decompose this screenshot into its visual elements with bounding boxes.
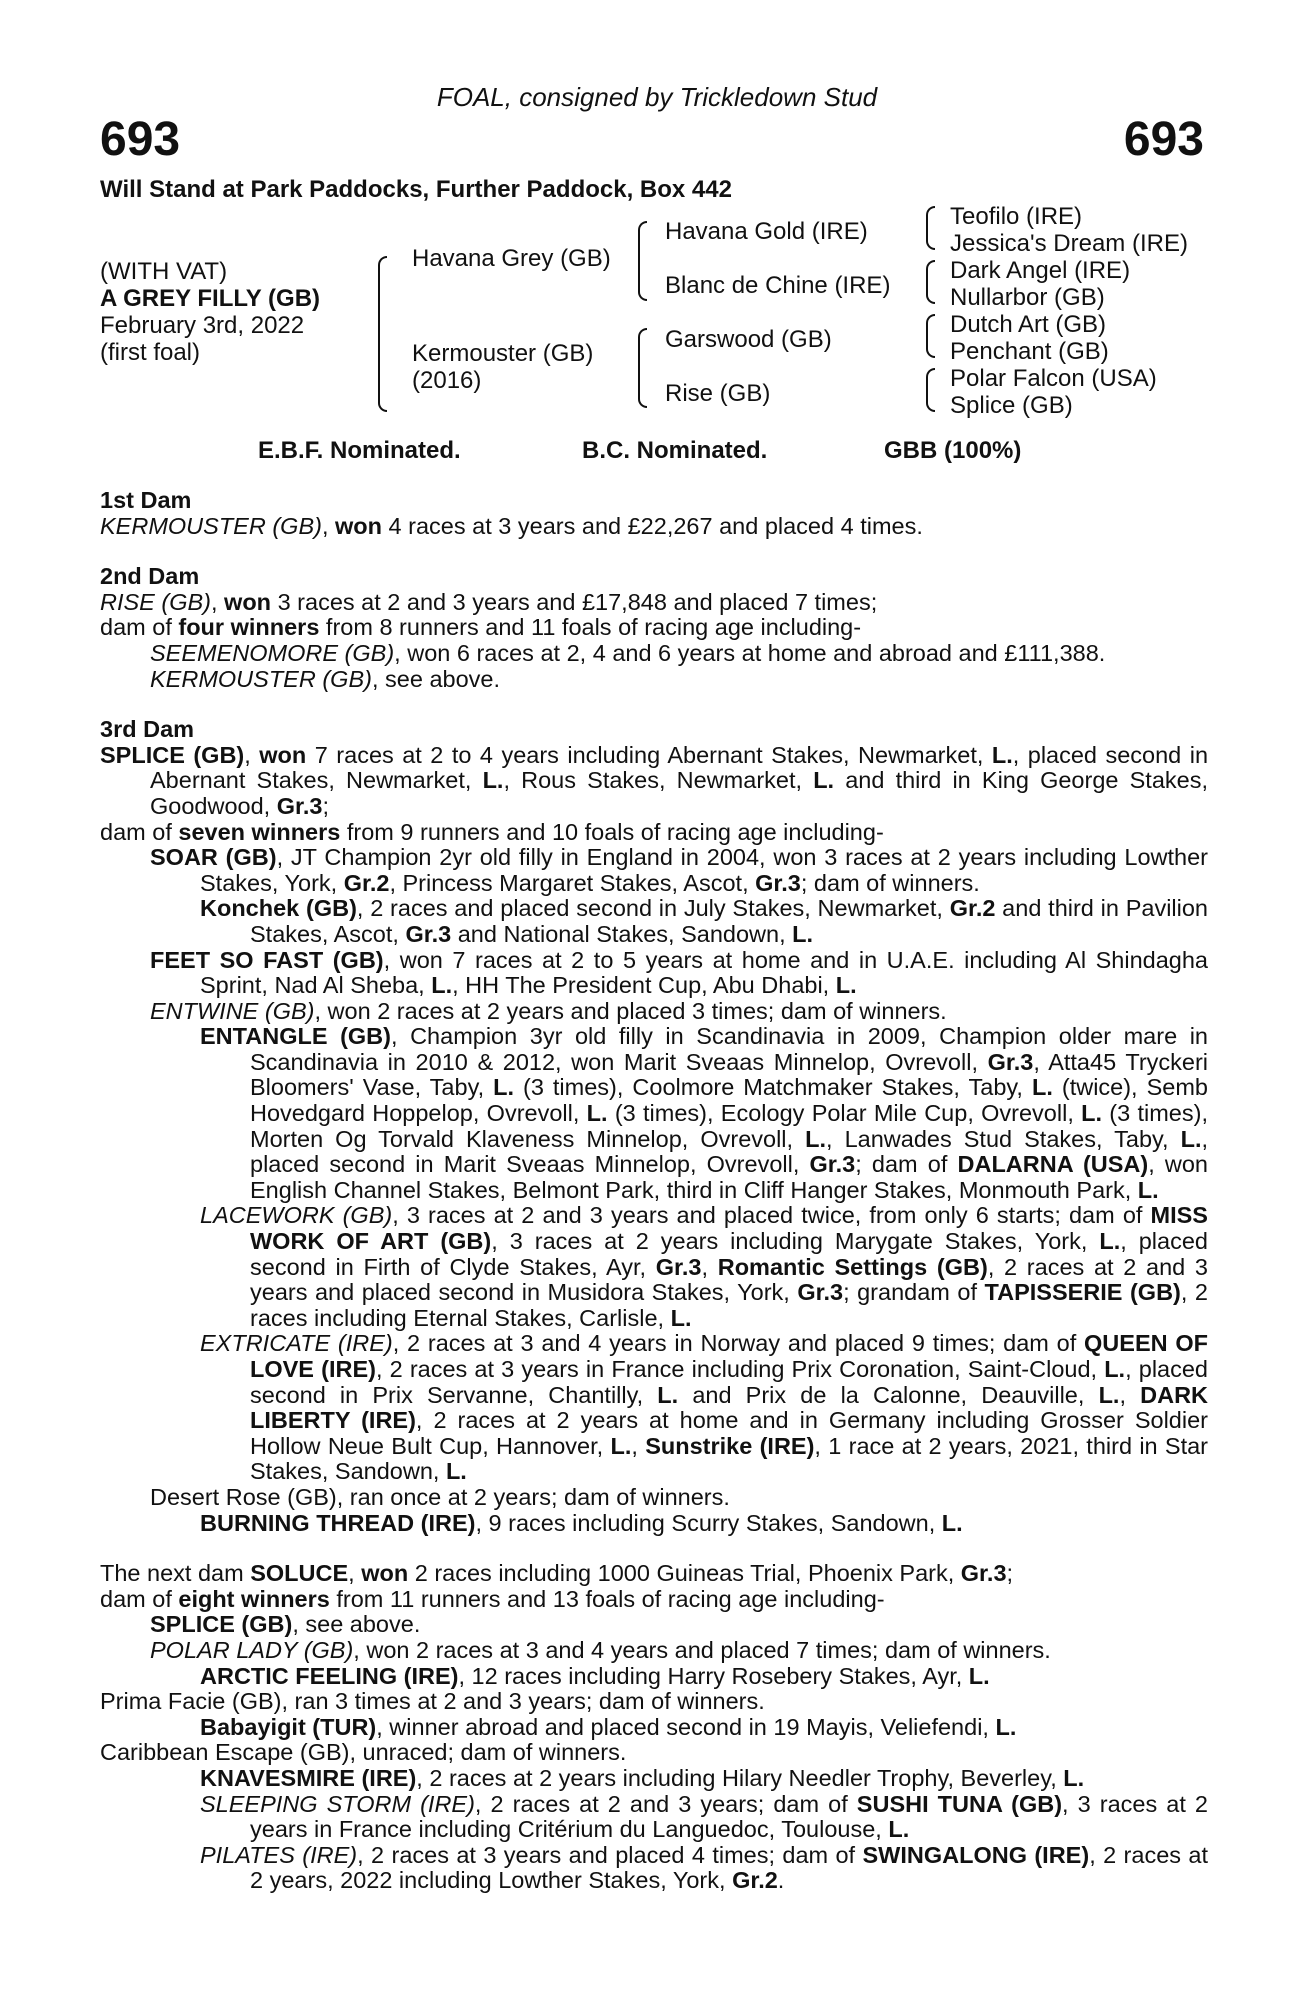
produce-sleeping-storm: SLEEPING STORM (IRE), 2 races at 2 and 3 years; dam of SUSHI TUNA (GB), 3 races at 2 years in France including Critérium du Languedoc, Toulouse, L. [200, 1790, 1208, 1843]
dam-sire: Garswood (GB) [665, 326, 832, 353]
sire-line-brace [638, 221, 647, 301]
stand-location: Will Stand at Park Paddocks, Further Paddock, Box 442 [100, 176, 732, 203]
grand-8: Splice (GB) [950, 392, 1073, 419]
produce-babayigit: Babayigit (TUR), winner abroad and placed second in 19 Mayis, Veliefendi, L. [200, 1713, 1017, 1740]
grand-2: Jessica's Dream (IRE) [950, 230, 1188, 257]
grand-7: Polar Falcon (USA) [950, 365, 1157, 392]
produce-lacework: LACEWORK (GB), 3 races at 2 and 3 years and placed twice, from only 6 starts; dam of MISS WORK OF ART (GB), 3 races at 2 years including Marygate Stakes, York, L., placed second in Firth of Clyde Stakes, Ayr, Gr.3, Romantic Settings (GB), 2 races at 2 and 3 years and placed second in Musidora Stakes, York, Gr.3; grandam of TAPISSERIE (GB), 2 races including Eternal Stakes, Carlisle, L. [200, 1202, 1209, 1331]
produce-entwine: ENTWINE (GB), won 2 races at 2 years and placed 3 times; dam of winners. [150, 997, 947, 1024]
lot-number-left: 693 [100, 113, 181, 166]
dam-year: (2016) [412, 367, 482, 394]
grand-4: Nullarbor (GB) [950, 284, 1105, 311]
dam-line-brace [638, 328, 647, 408]
second-dam-line2: dam of four winners from 8 runners and 11 foals of racing age including- [100, 614, 862, 641]
produce-knavesmire: KNAVESMIRE (IRE), 2 races at 2 years including Hilary Needler Trophy, Beverley, L. [200, 1764, 1085, 1791]
second-dam-line1: RISE (GB), won 3 races at 2 and 3 years and £17,848 and placed 7 times; [100, 588, 878, 615]
produce-entangle: ENTANGLE (GB), Champion 3yr old filly in Scandinavia in 2009, Champion older mare in Scandinavia in 2010 & 2012, won Marit Sveaas Minnelop, Ovrevoll, Gr.3, Atta45 Tryckeri Bloomers' Vase, Taby, L. (3 times), Coolmore Matchmaker Stakes, Taby, L. (twice), Semb Hovedgard Hoppelop, Ovrevoll, L. (3 times), Ecology Polar Mile Cup, Ovrevoll, L. (3 times), Morten Og Torvald Klaveness Minnelop, Ovrevoll, L., Lanwades Stud Stakes, Taby, L., placed second in Marit Sveaas Minnelop, Ovrevoll, Gr.3; dam of DALARNA (USA), won English Channel Stakes, Belmont Park, third in Cliff Hanger Stakes, Monmouth Park, L. [200, 1023, 1209, 1203]
grand-6: Penchant (GB) [950, 338, 1109, 365]
produce-burning-thread: BURNING THREAD (IRE), 9 races including Scurry Stakes, Sandown, L. [200, 1509, 963, 1536]
produce-soar: SOAR (GB), JT Champion 2yr old filly in England in 2004, won 3 races at 2 years including Lowther Stakes, York, Gr.2, Princess Margaret Stakes, Ascot, Gr.3; dam of winners. [150, 844, 1209, 896]
consignor-line: FOAL, consigned by Trickledown Stud [436, 82, 878, 112]
grand-5: Dutch Art (GB) [950, 311, 1107, 338]
first-dam-text: KERMOUSTER (GB), won 4 races at 3 years and £22,267 and placed 4 times. [100, 512, 923, 539]
sire-sire: Havana Gold (IRE) [665, 218, 868, 245]
sire-dam-brace [378, 256, 387, 412]
second-dam-line3: SEEMENOMORE (GB), won 6 races at 2, 4 and 6 years at home and abroad and £111,388. [150, 639, 1106, 666]
produce-desert-rose: Desert Rose (GB), ran once at 2 years; dam of winners. [150, 1483, 730, 1510]
second-dam-heading: 2nd Dam [100, 563, 200, 590]
sire-dam: Blanc de Chine (IRE) [665, 272, 891, 299]
produce-extricate: EXTRICATE (IRE), 2 races at 3 and 4 years in Norway and placed 9 times; dam of QUEEN OF LOVE (IRE), 2 races at 3 years in France including Prix Coronation, Saint-Cloud, L., placed second in Prix Servanne, Chantilly, L. and Prix de la Calonne, Deauville, L., DARK LIBERTY (IRE), 2 races at 2 years at home and in Germany including Grosser Soldier Hollow Neue Bult Cup, Hannover, L., Sunstrike (IRE), 1 race at 2 years, 2021, third in Star Stakes, Sandown, L. [200, 1330, 1209, 1485]
vat-note: (WITH VAT) [100, 258, 228, 285]
third-dam-splice: SPLICE (GB), won 7 races at 2 to 4 years including Abernant Stakes, Newmarket, L., placed second in Abernant Stakes, Newmarket, L., Rous Stakes, Newmarket, L. and third in King George Stakes, Goodwood, Gr.3; [100, 741, 1209, 819]
sire-name: Havana Grey (GB) [412, 245, 611, 272]
first-dam-heading: 1st Dam [100, 487, 192, 513]
dam-name: Kermouster (GB) [412, 340, 594, 367]
foaling-date: February 3rd, 2022 [100, 312, 305, 339]
gbb-rating: GBB (100%) [884, 437, 1022, 464]
next-dam-soluce: The next dam SOLUCE, won 2 races including 1000 Guineas Trial, Phoenix Park, Gr.3; [100, 1560, 1014, 1587]
produce-splice: SPLICE (GB), see above. [150, 1611, 421, 1638]
lot-name: A GREY FILLY (GB) [100, 285, 321, 312]
grand-3: Dark Angel (IRE) [950, 257, 1131, 284]
lot-number-right: 693 [1123, 113, 1204, 166]
produce-feet-so-fast: FEET SO FAST (GB), won 7 races at 2 to 5 years at home and in U.A.E. including Al Shindagha Sprint, Nad Al Sheba, L., HH The President Cup, Abu Dhabi, L. [150, 946, 1208, 999]
second-dam-line4: KERMOUSTER (GB), see above. [150, 665, 501, 692]
foal-note: (first foal) [100, 339, 201, 366]
grand-brace-2 [926, 260, 935, 304]
pedigree-body [100, 488, 1208, 1894]
produce-konchek: Konchek (GB), 2 races and placed second in July Stakes, Newmarket, Gr.2 and third in Pavilion Stakes, Ascot, Gr.3 and National Stakes, Sandown, L. [200, 895, 1208, 947]
produce-polar-lady: POLAR LADY (GB), won 2 races at 3 and 4 years and placed 7 times; dam of winners. [150, 1636, 1051, 1663]
grand-brace-4 [926, 368, 935, 412]
dam-dam: Rise (GB) [665, 380, 771, 407]
third-dam-heading: 3rd Dam [100, 716, 195, 743]
produce-prima-facie: Prima Facie (GB), ran 3 times at 2 and 3 years; dam of winners. [100, 1688, 765, 1715]
bc-nominated: B.C. Nominated. [582, 437, 768, 464]
grand-1: Teofilo (IRE) [950, 203, 1083, 230]
grand-brace-3 [926, 314, 935, 358]
third-dam-produce: dam of seven winners from 9 runners and 10 foals of racing age including- [100, 818, 884, 845]
grand-brace-1 [926, 206, 935, 250]
produce-arctic-feeling: ARCTIC FEELING (IRE), 12 races including Harry Rosebery Stakes, Ayr, L. [200, 1662, 990, 1689]
produce-caribbean-escape: Caribbean Escape (GB), unraced; dam of winners. [100, 1739, 627, 1766]
next-dam-produce: dam of eight winners from 11 runners and 13 foals of racing age including- [100, 1585, 885, 1612]
produce-pilates: PILATES (IRE), 2 races at 3 years and placed 4 times; dam of SWINGALONG (IRE), 2 races at 2 years, 2022 including Lowther Stakes, York, Gr.2. [200, 1841, 1209, 1894]
ebf-nominated: E.B.F. Nominated. [258, 437, 461, 464]
